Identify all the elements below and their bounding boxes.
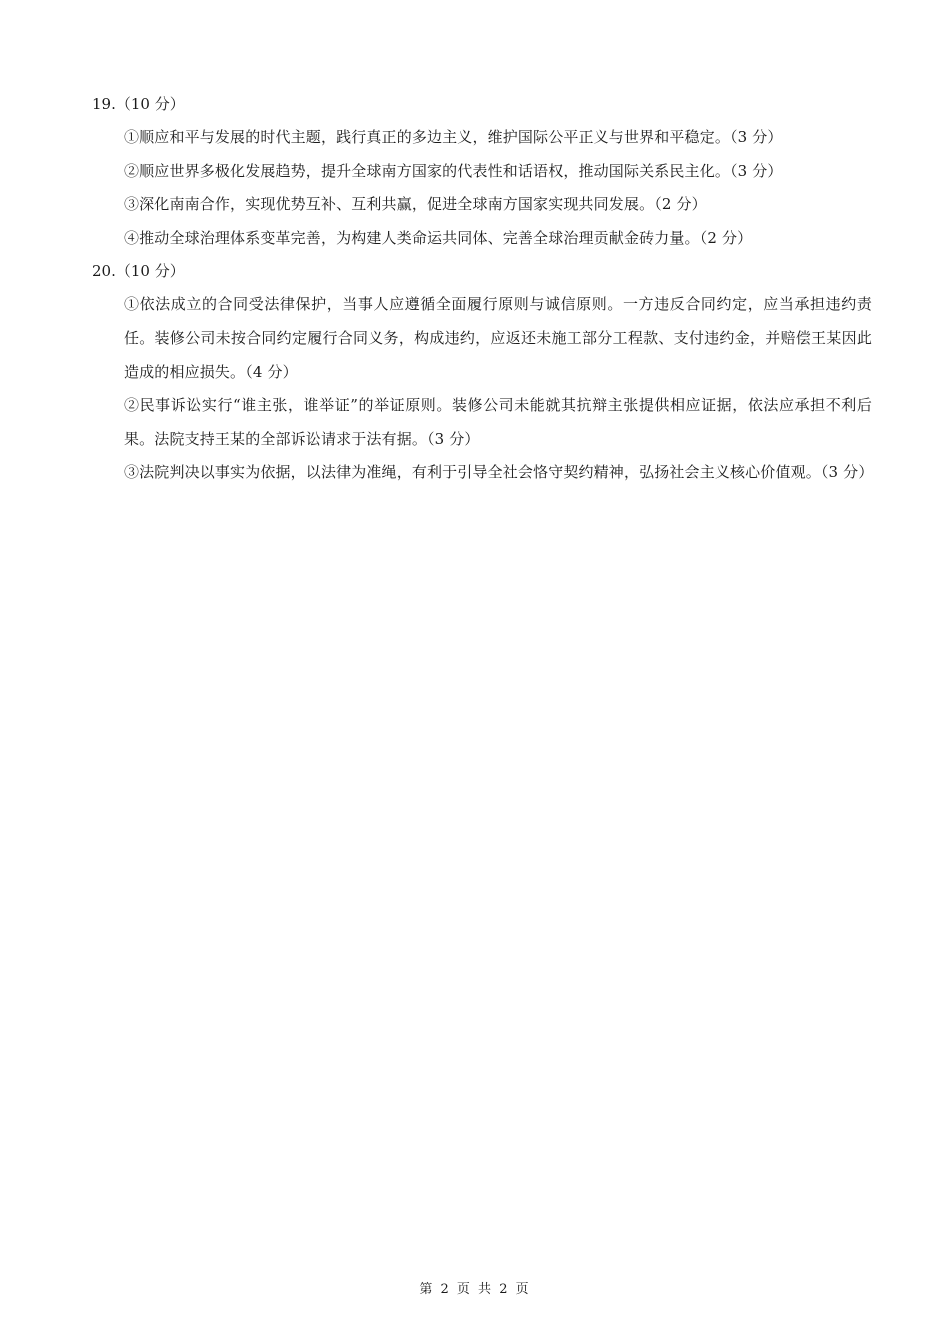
- answer-point: ②顺应世界多极化发展趋势，提升全球南方国家的代表性和话语权，推动国际关系民主化。（3 分）: [124, 161, 783, 180]
- answer-point: ①顺应和平与发展的时代主题，践行真正的多边主义，维护国际公平正义与世界和平稳定。（3 分）: [124, 128, 783, 146]
- question-20: [92, 255, 872, 490]
- answer-point: ④推动全球治理体系变革完善，为构建人类命运共同体、完善全球治理贡献金砖力量。（2 分）: [124, 228, 753, 247]
- answer-point: ③法院判决以事实为依据，以法律为准绳，有利于引导全社会恪守契约精神，弘扬社会主义核心价值观。（3 分）: [124, 463, 874, 482]
- answer-points: [92, 121, 872, 255]
- page-footer: 第 2 页 共 2 页: [419, 1282, 531, 1297]
- answer-content: [92, 88, 872, 490]
- question-19: [92, 88, 872, 255]
- answer-point: ②民事诉讼实行“谁主张，谁举证”的举证原则。装修公司未能就其抗辩主张提供相应证据，依法应承担不利后果。法院支持王某的全部诉讼请求于法有据。（3 分）: [124, 396, 872, 448]
- answer-point: ①依法成立的合同受法律保护，当事人应遵循全面履行原则与诚信原则。一方违反合同约定，应当承担违约责任。装修公司未按合同约定履行合同义务，构成违约，应返还未施工部分工程款、支付违约金，并赔偿王某因此造成的相应损失。（4 分）: [124, 295, 872, 381]
- answer-points: [92, 288, 872, 490]
- question-header: 20.（10 分）: [92, 262, 185, 281]
- question-header: 19.（10 分）: [92, 95, 185, 113]
- answer-point: ③深化南南合作，实现优势互补、互利共赢，促进全球南方国家实现共同发展。（2 分）: [124, 195, 707, 214]
